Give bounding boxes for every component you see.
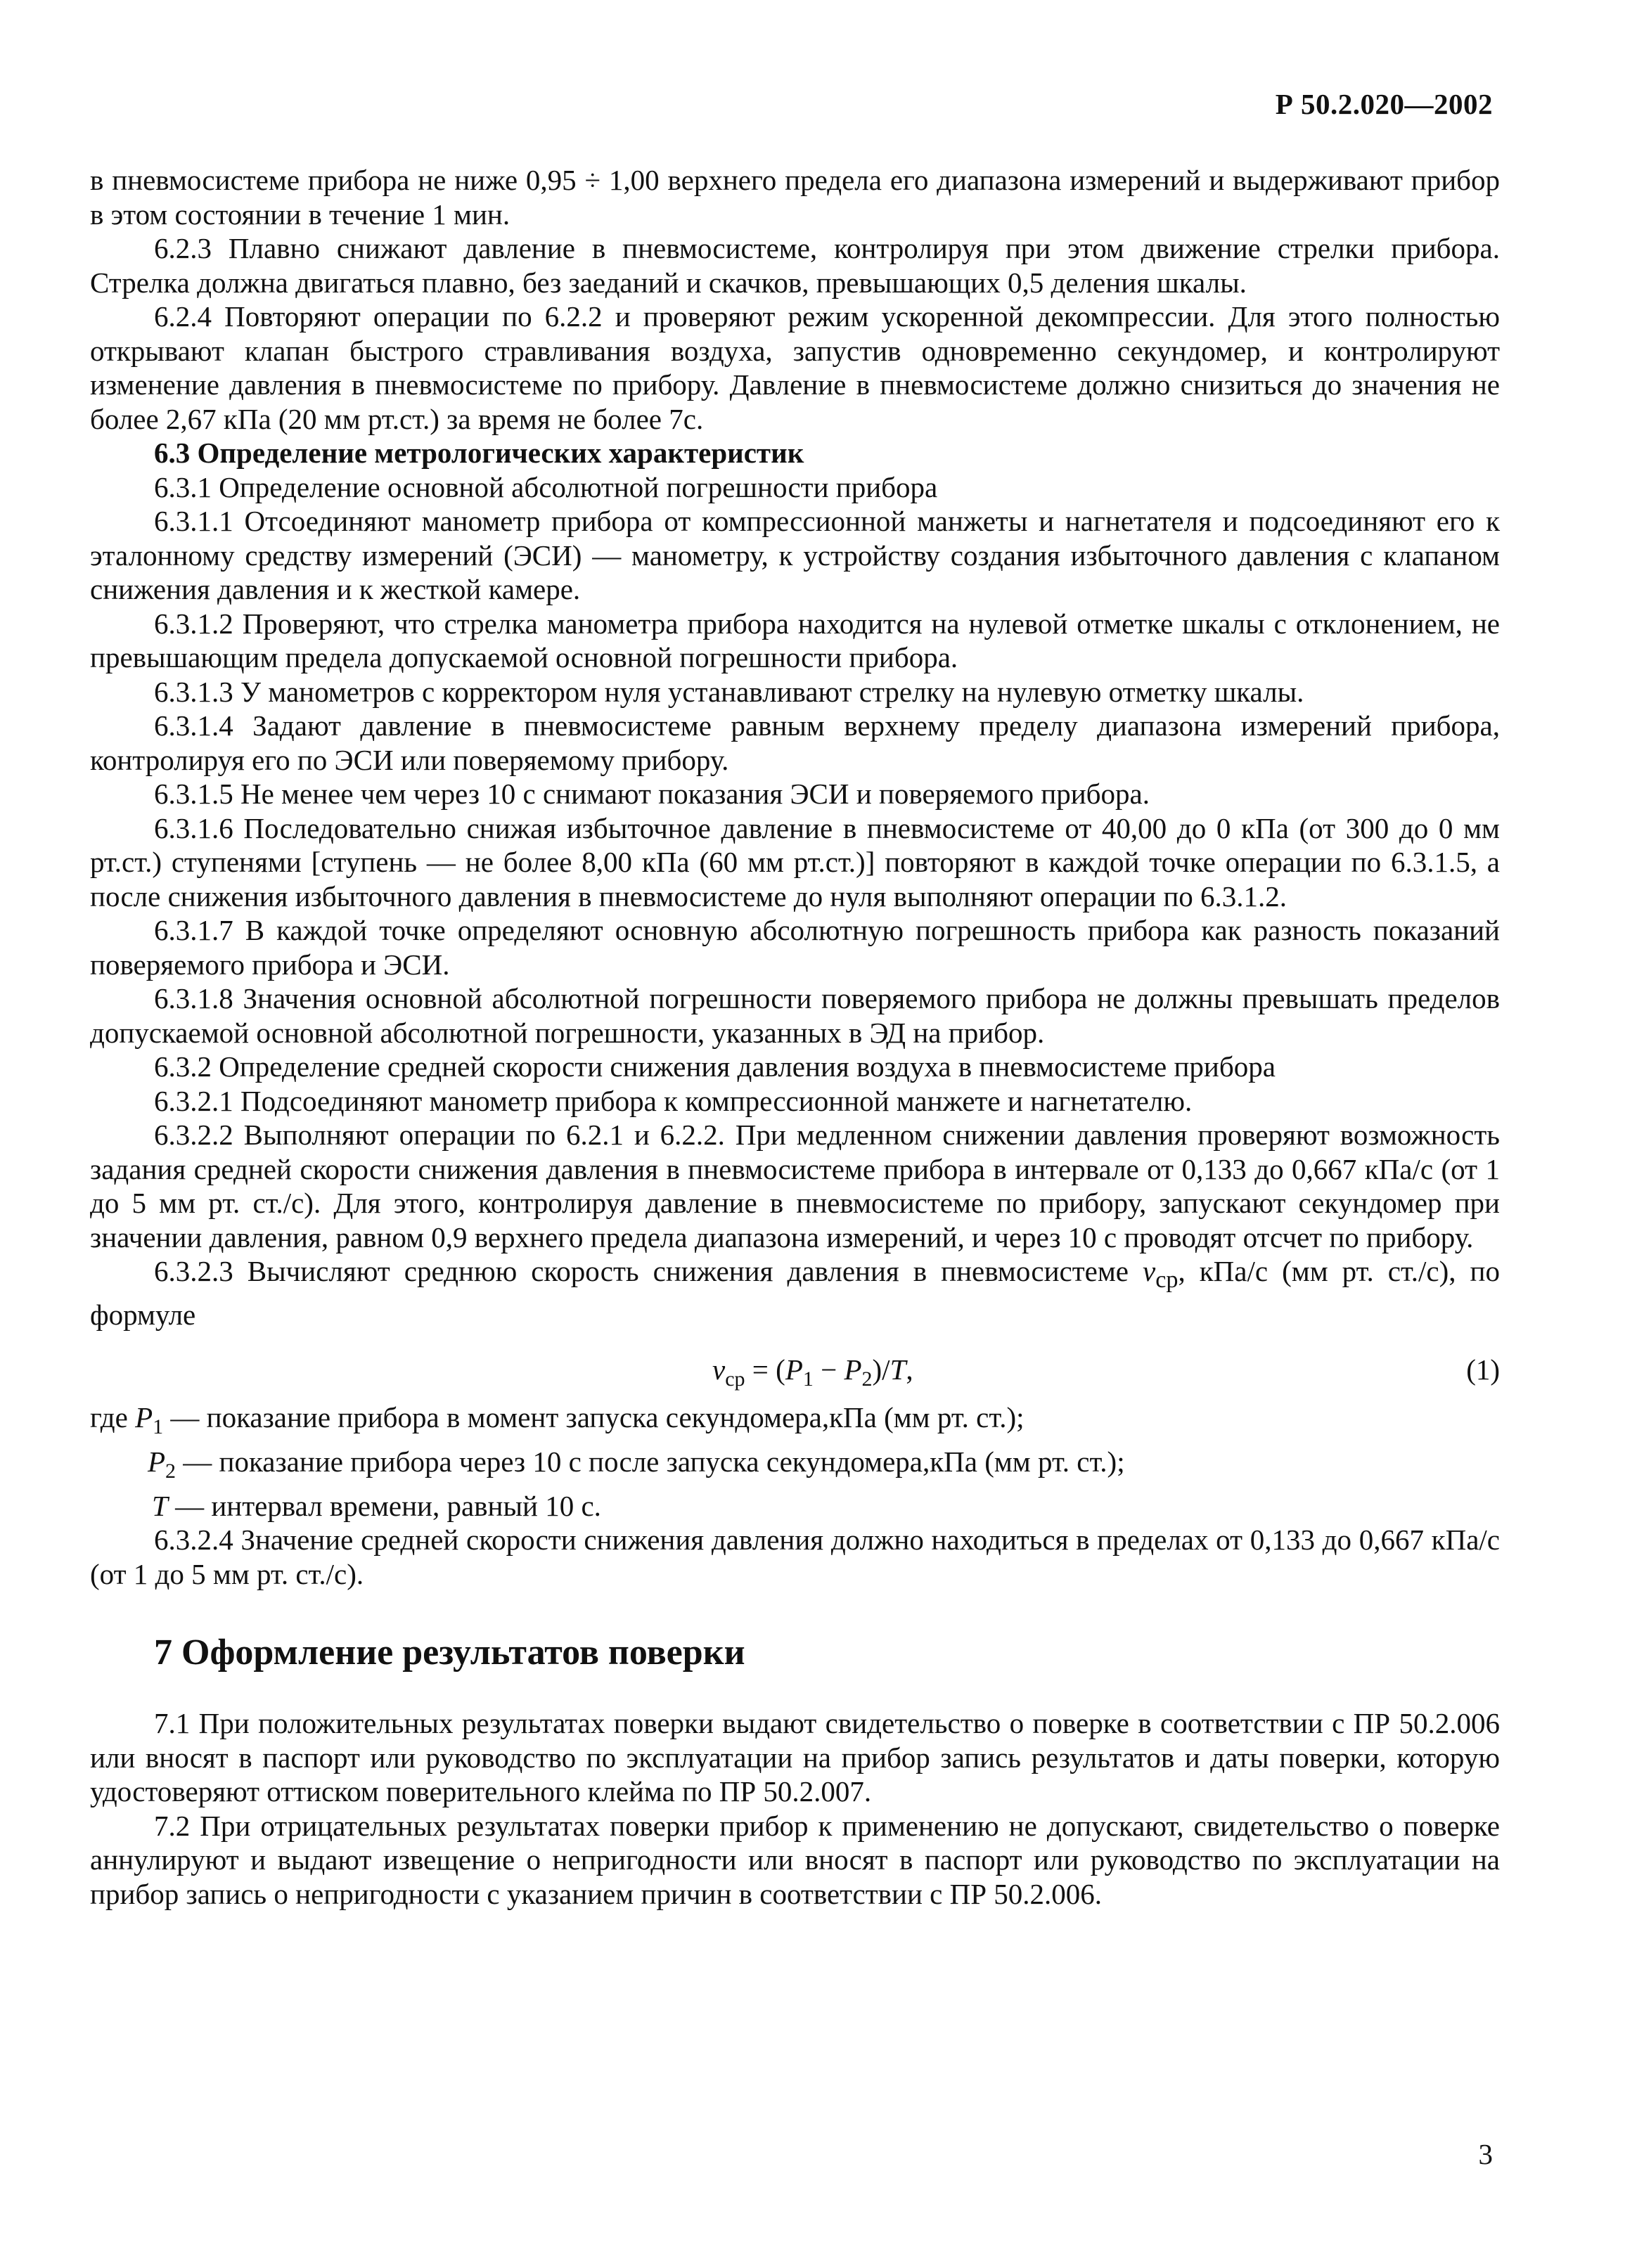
where-p1 (90, 1400, 1500, 1445)
formula-p1: P (785, 1353, 803, 1386)
symbol-v: v (1143, 1255, 1156, 1287)
paragraph-6-3-2-1: 6.3.2.1 Подсоединяют манометр прибора к компрессионной манжете и нагнетателю. (154, 1084, 1193, 1117)
text-span: 6.3.2.3 Вычисляют среднюю скорость снижения давления в пневмосистеме (154, 1255, 1143, 1287)
paragraph-6-3-1-2: 6.3.1.2 Проверяют, что стрелка манометра прибора находится на нулевой отметке шкалы с отклонением, не превышающим предела допускаемой основной погрешности прибора. (90, 607, 1500, 674)
where-subscript: 2 (165, 1460, 176, 1483)
formula-number: (1) (1466, 1353, 1500, 1386)
paragraph: в пневмосистеме прибора не ниже 0,95 ÷ 1,00 верхнего предела его диапазона измерений и выдерживают прибор в этом состоянии в течение 1 мин. (90, 164, 1500, 231)
text-span: , кПа/с (мм рт. ст./с), по формуле (90, 1255, 1500, 1331)
where-text: — интервал времени, равный 10 с. (167, 1489, 601, 1522)
where-text: — показание прибора в момент запуска секундомера,кПа (мм рт. ст.); (163, 1401, 1025, 1434)
where-symbol-t: T (152, 1489, 168, 1522)
where-prefix: где (90, 1401, 136, 1434)
paragraph-6-3-2-3 (90, 1254, 1500, 1332)
symbol-subscript: ср (1155, 1267, 1179, 1294)
formula-p2: P (844, 1353, 862, 1386)
where-text: — показание прибора через 10 с после запуска секундомера,кПа (мм рт. ст.); (176, 1445, 1125, 1478)
paragraph-6-3-1-5: 6.3.1.5 Не менее чем через 10 с снимают показания ЭСИ и поверяемого прибора. (154, 778, 1150, 810)
paragraph-6-3-2-4: 6.3.2.4 Значение средней скорости снижения давления должно находиться в пределах от 0,133 до 0,667 кПа/с (от 1 до 5 мм рт. ст./с). (90, 1523, 1500, 1590)
where-symbol-p1: P (135, 1401, 153, 1434)
where-subscript: 1 (153, 1415, 164, 1439)
paragraph-6-3-1-4: 6.3.1.4 Задают давление в пневмосистеме равным верхнему пределу диапазона измерений прибора, контролируя его по ЭСИ или поверяемому прибору. (90, 709, 1500, 776)
where-t (90, 1489, 1500, 1523)
paragraph-6-3-1-3: 6.3.1.3 У манометров с корректором нуля устанавливают стрелку на нулевую отметку шкалы. (154, 675, 1304, 708)
paragraph-6-3-1-6: 6.3.1.6 Последовательно снижая избыточное давление в пневмосистеме от 40,00 до 0 кПа (от 300 до 0 мм рт.ст.) ступенями [ступень — не более 8,00 кПа (60 мм рт.ст.)] повторяют в каждой точке операции по 6.3.1.5, а после снижения избыточного давления в пневмосистеме до нуля выполняют операции по 6.3.1.2. (90, 811, 1500, 913)
where-symbol-p2: P (148, 1445, 166, 1478)
where-p2 (90, 1445, 1500, 1489)
paragraph-6-3-1-8: 6.3.1.8 Значения основной абсолютной погрешности поверяемого прибора не должны превышать пределов допускаемой основной абсолютной погрешности, указанных в ЭД на прибор. (90, 982, 1500, 1049)
formula-t: T (890, 1353, 906, 1386)
section-7-title: 7 Оформление результатов поверки (154, 1632, 745, 1673)
formula-comma: , (906, 1353, 913, 1386)
paragraph-6-3-1: 6.3.1 Определение основной абсолютной погрешности прибора (154, 470, 938, 503)
paragraph-6-3-1-1: 6.3.1.1 Отсоединяют манометр прибора от компрессионной манжеты и нагнетателя и подсоединяют его к эталонному средству измерений (ЭСИ) — манометру, к устройству создания избыточного давления с клапаном снижения давления и к жесткой камере. (90, 505, 1500, 605)
formula-equals: = ( (745, 1353, 785, 1386)
paragraph-7-2: 7.2 При отрицательных результатах поверки прибор к применению не допускают, свидетельство о поверке аннулируют и выдают извещение о непригодности или вносят в паспорт или руководство по эксплуатации на прибор запись о непригодности с указанием причин в соответствии с ПР 50.2.006. (90, 1809, 1500, 1910)
subheading-6-3: 6.3 Определение метрологических характеристик (154, 437, 804, 469)
page-number: 3 (1478, 2138, 1493, 2170)
body-text (90, 163, 1500, 1911)
paragraph-6-2-3: 6.2.3 Плавно снижают давление в пневмосистеме, контролируя при этом движение стрелки прибора. Стрелка должна двигаться плавно, без заеданий и скачков, превышающих 0,5 деления шкалы. (90, 232, 1500, 299)
paragraph-6-3-2-2: 6.3.2.2 Выполняют операции по 6.2.1 и 6.2.2. При медленном снижении давления проверяют возможность задания средней скорости снижения давления в пневмосистеме прибора в интервале от 0,133 до 0,667 кПа/с (от 1 до 5 мм рт. ст./с). Для этого, контролируя давление в пневмосистеме по прибору, запускают секундомер при значении давления, равном 0,9 верхнего предела диапазона измерений, и через 10 с проводят отсчет по прибору. (90, 1119, 1500, 1254)
paragraph-6-3-2: 6.3.2 Определение средней скорости снижения давления воздуха в пневмосистеме прибора (154, 1050, 1276, 1083)
formula-p2-subscript: 2 (861, 1367, 873, 1391)
paragraph-6-2-4: 6.2.4 Повторяют операции по 6.2.2 и проверяют режим ускоренной декомпрессии. Для этого полностью открывают клапан быстрого стравливания воздуха, запустив одновременно секундомер, и контролируют изменение давления в пневмосистеме по прибору. Давление в пневмосистеме должно снизиться до значения не более 2,67 кПа (20 мм рт.ст.) за время не более 7с. (90, 300, 1500, 435)
formula-lhs: v (712, 1353, 726, 1386)
formula-p1-subscript: 1 (802, 1367, 814, 1391)
paragraph-7-1: 7.1 При положительных результатах поверки выдают свидетельство о поверке в соответствии с ПР 50.2.006 или вносят в паспорт или руководство по эксплуатации на прибор запись результатов и даты поверки, которую удостоверяют оттиском поверительного клейма по ПР 50.2.007. (90, 1707, 1500, 1808)
paragraph-6-3-1-7: 6.3.1.7 В каждой точке определяют основную абсолютную погрешность прибора как разность показаний поверяемого прибора и ЭСИ. (90, 914, 1500, 981)
formula-minus: − (813, 1353, 845, 1386)
formula-row (90, 1339, 1500, 1395)
formula-divide: )/ (872, 1353, 890, 1386)
document-code: Р 50.2.020—2002 (1275, 88, 1493, 120)
formula (712, 1353, 913, 1397)
formula-lhs-subscript: ср (725, 1367, 745, 1391)
